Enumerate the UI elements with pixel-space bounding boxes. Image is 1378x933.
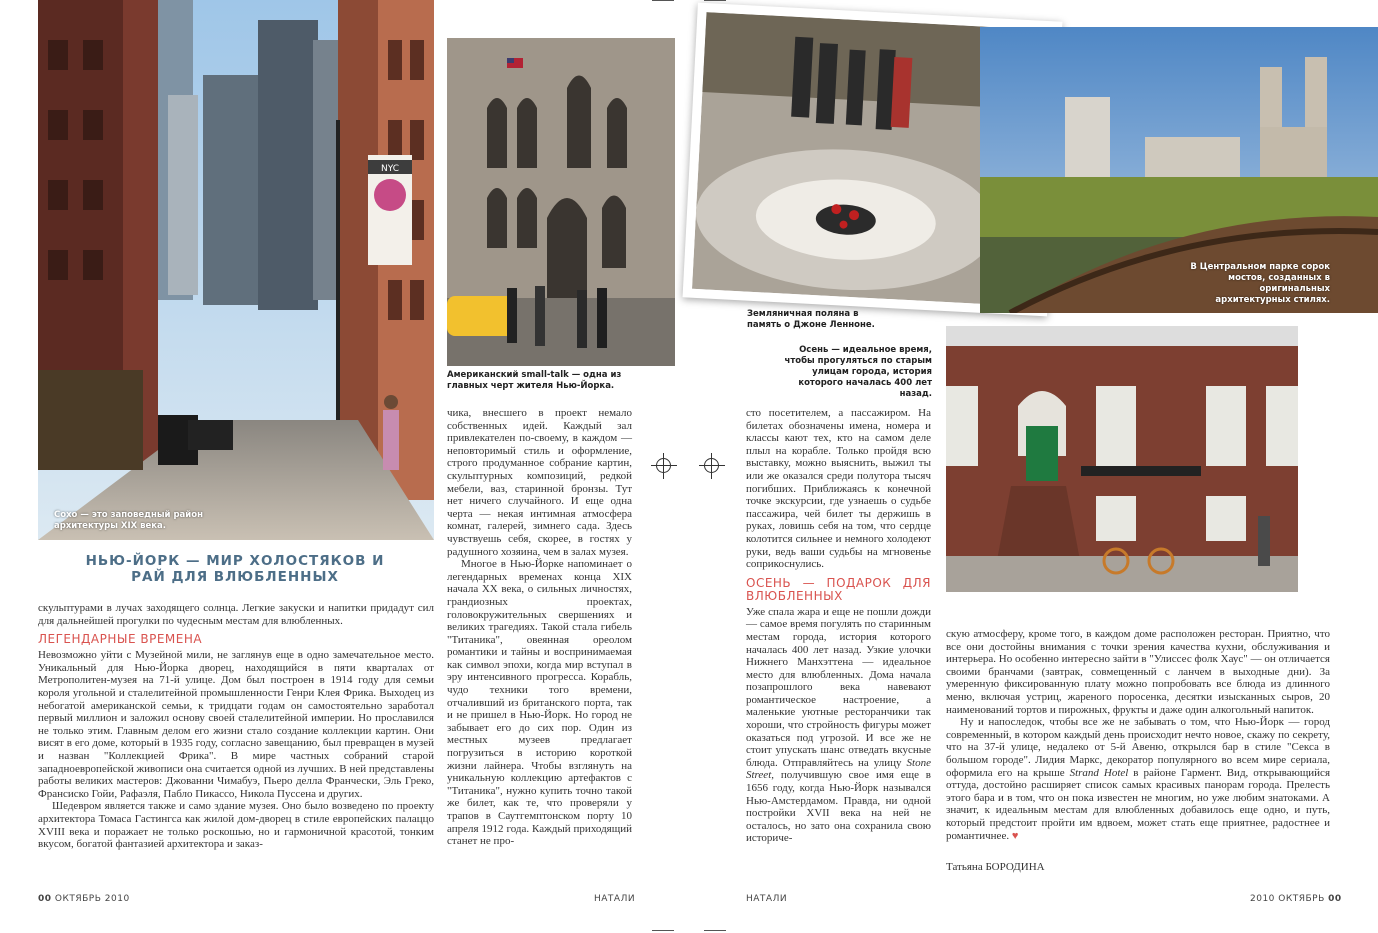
folio-left-magazine: НАТАЛИ <box>594 894 636 904</box>
col4-paragraph-2-end: в районе Гармент. Вид, открывающийся оттуда, достойно расширяет список самых красивых панорам города. Прелесть этого бара и в том, что он пока известен не многим, но уже любим знатоками. А значит, к идеальным местам для влюбленных добавилось еще одно, и путь, который предстоит пройти им вдвоем, может стать еще приятнее, радостнее и романтичнее. <box>946 766 1330 842</box>
subhead-legendary: ЛЕГЕНДАРНЫЕ ВРЕМЕНА <box>38 632 203 647</box>
col4-paragraph-1: скую атмосферу, кроме того, в каждом доме расположен ресторан. Приятно, что все они достойны внимания с точки зрения качества кухни, обслуживания и интерьера. Но особенно интересно зайти в "Улиссес фолк Хаус" — он отличается своими бранчами (завтрак, совмещенный с ланчем в выходные дни). За умеренную фиксированную плату можно попробовать все блюда из длинного меню, включая устриц, жареного поросенка, десятки изысканных сыров, 20 наименований тортов и пирожных, фрукты и даже один алкогольный напиток. <box>946 628 1330 716</box>
registration-mark-right <box>699 453 725 479</box>
photo-small-talk <box>447 38 675 366</box>
caption-soho: Сохо — это заповедный район архитектуры XIX века. <box>54 510 203 531</box>
subhead-autumn: ОСЕНЬ — ПОДАРОК ДЛЯ ВЛЮБЛЕННЫХ <box>746 575 931 603</box>
soho-street-illustration <box>38 0 434 540</box>
col2-paragraph-1: чика, внесшего в проект немало собственных идей. Каждый зал привлекателен по-своему, в каждом — неповторимый стиль и оформление, строго продуманное собрание картин, скульптурных композиций, редкой мебели, ваз, старинной бронзы. Тут нет ничего случайного. И еще одна черта — некая интимная атмосфера комнат, галерей, зимнего сада. Здесь чувствуешь себя, скорее, в гостях у радушного хозяина, чем в залах музея. <box>447 407 632 558</box>
author-signature: Татьяна БОРОДИНА <box>946 861 1045 873</box>
strand-hotel: Strand Hotel <box>1069 766 1129 779</box>
folio-right-page-number: 00 <box>1328 894 1342 904</box>
col1-paragraph-2: Шедевром является также и само здание музея. Оно было возведено по проекту архитектора Томаса Гастингса как жилой дом-дворец в стиле европейских палаццо XVIII века и поражает не только роскошью, но и гармоничной красотой, тонким вкусом, богатой фантазией архитектора и заказ- <box>38 800 434 851</box>
column-4 <box>946 628 1330 842</box>
folio-right <box>1250 894 1342 904</box>
small-talk-illustration <box>447 38 675 366</box>
caption-central-park: В Центральном парке сорок мостов, созданных в оригинальных архитектурных стилях. <box>1190 262 1330 305</box>
caption-strawberry-fields: Земляничная поляна в память о Джоне Ленноне. <box>747 309 875 330</box>
column-1 <box>38 602 434 851</box>
stone-street: Stone Street <box>746 756 931 782</box>
caption-small-talk: Американский small-talk — одна из главных черт жителя Нью-Йорка. <box>447 370 622 391</box>
registration-mark-left <box>651 453 677 479</box>
heart-icon: ♥ <box>1011 829 1019 842</box>
photo-brownstone <box>946 326 1298 592</box>
folio-left-page-number: 00 <box>38 894 52 904</box>
col1-paragraph-1: Невозможно уйти с Музейной мили, не заглянув еще в одно замечательное место. Уникальный для Нью-Йорка дворец, находящийся в пяти кварталах от Метрополитен-музея на 71-й улице. Дом был построен в 1914 году для семьи короля угольной и сталелитейной промышленности Генри Клея Фрика. Выходец из небогатой американской семьи, к тридцати годам он самостоятельно заработал первый миллион и заложил основу своей сталелитейной империи. Но прославился не только этим. Главным делом его жизни стало создание коллекции картин. Они висят в его доме, который в 1935 году, согласно завещанию, был превращен в музей и назван "Коллекцией Фрика". В мире частных собраний старой западноевропейской живописи она считается одной из лучших. В ней представлены работы великих мастеров: Джованни Чимабуэ, Пьеро делла Франчески, Эль Греко, Франсиско Гойи, Рафаэля, Пабло Пикассо, Никола Пуссена и других. <box>38 649 434 800</box>
folio-left-date: ОКТЯБРЬ 2010 <box>54 894 130 904</box>
col3-paragraph-2 <box>746 606 931 845</box>
caption-autumn: Осень — идеальное время, чтобы прогуляться по старым улицам города, история которого началась 400 лет назад. <box>784 345 932 399</box>
folio-left <box>38 894 130 904</box>
crop-mark-top-right <box>704 0 726 1</box>
col3-paragraph-2-end: , получившую свое имя еще в 1656 году, когда Нью-Йорк назывался Нью-Амстердамом. Правда, ни одной постройки XVII века на ней не осталось, но зато она сохранила свою историче- <box>746 769 931 845</box>
crop-mark-bottom-left <box>652 930 674 931</box>
col3-paragraph-1: сто посетителем, а пассажиром. На билетах обозначены имена, номера и классы кают тех, кто на самом деле плыл на корабле. Только пройдя всю выставку, можно выяснить, выжил ты или же оказался среди полутора тысяч погибших. Приближаясь к конечной точке экскурсии, где узнаешь о судьбе пассажира, чей билет ты держишь в руках, ловишь себя на том, что сердце колотится сильнее и немного холодеют руки, ведь ваши судьбы на мгновенье соприкоснулись. <box>746 407 931 571</box>
col4-paragraph-2 <box>946 716 1330 842</box>
folio-right-magazine: НАТАЛИ <box>746 894 788 904</box>
article-headline: НЬЮ-ЙОРК — МИР ХОЛОСТЯКОВ И РАЙ ДЛЯ ВЛЮБЛЕННЫХ <box>85 553 385 585</box>
col3-paragraph-2-start: Уже спала жара и еще не пошли дожди — самое время погулять по старинным местам города, история которого началась 400 лет назад. Узкие улочки Нижнего Манхэттена — идеальное место для влюбленных. Дома начала позапрошлого века навевают романтическое настроение, а маленькие уютные ресторанчики так хороши, что стройность фигуры может оказаться под угрозой. И все же не стоит упускать шанс отведать вкусные блюда. Отправляйтесь на улицу <box>746 605 931 769</box>
photo-soho-street <box>38 0 434 540</box>
col1-intro: скульптурами в лучах заходящего солнца. Легкие закуски и напитки придадут сил для дальнейшей прогулки по чудесным местам для влюбленных. <box>38 602 434 627</box>
column-3 <box>746 407 931 845</box>
col4-paragraph-2-start: Ну и напоследок, чтобы все же не забывать о том, что Нью-Йорк — город современный, в котором каждый день происходит нечто новое, скажу по секрету, что на 37-й улице, недалеко от 5-й Авеню, открылся бар в стиле "Секса в большом городе". Лидия Маркс, декоратор популярного во всем мире сериала, оформила его на крыше <box>946 716 1330 779</box>
col2-paragraph-2: Многое в Нью-Йорке напоминает о легендарных временах конца XIX начала XX века, о сильных личностях, грандиозных проектах, головокружительных свершениях и великих трагедиях. Такой стала гибель "Титаника", овеянная ореолом романтики и тайны и воспринимаемая как символ эпохи, когда мир вступал в эру интенсивного прогресса. Корабль, чудо техники того времени, отчаливший из британского порта, так и не пришел в Нью-Йорк. Но город не забывает его до сих пор. Один из местных музеев предлагает погрузиться в историю короткой жизни лайнера. Чтобы взглянуть на уникальную коллекцию артефактов с "Титаника", нужно купить точно такой же билет, как те, что проверяли у трапов в Саутгемптонском порту 10 апреля 1912 года. Каждый приходящий станет не про- <box>447 558 632 848</box>
brownstone-illustration <box>946 326 1298 592</box>
folio-right-date: 2010 ОКТЯБРЬ <box>1250 894 1325 904</box>
crop-mark-bottom-right <box>704 930 726 931</box>
sign-nyc-text: NYC <box>380 164 400 174</box>
column-2 <box>447 407 632 848</box>
crop-mark-top-left <box>652 0 674 1</box>
